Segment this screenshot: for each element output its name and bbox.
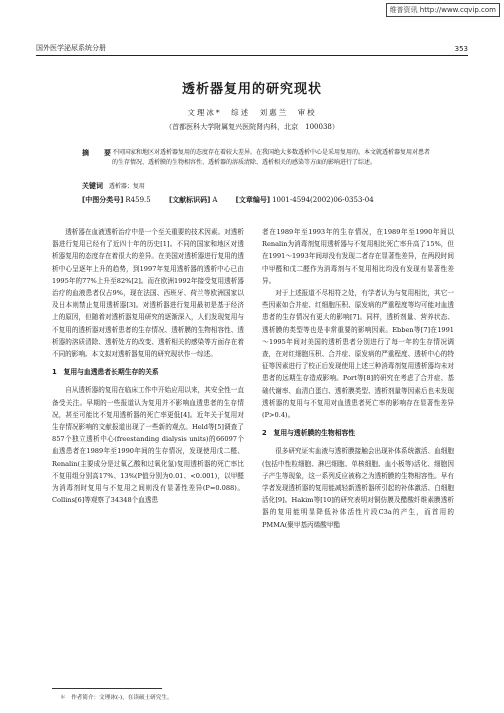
section-2-paragraph: 很多研究证实血液与透析膜接触会出现补体系统激活、血细胞(包括中性粒细胞、淋巴细胞、单核细胞、血小板等)活化、细胞因子产生等现象，这一系列反应被称之为透析膜的生物相容性。早有学者发现透析器的复用能减轻新透析器所引起的补体激活、白细胞活化[9]。Hakim等[10]的研究表明对铜仿膜及醋酸纤维素膜透析器的复用能明显降低补体活性片段C3a的产生，而首用的PMMA(聚甲基丙烯酸甲酯 [262, 447, 454, 529]
right-column [262, 226, 454, 531]
keywords [82, 181, 434, 191]
article-title: 透析器复用的研究现状 [181, 82, 322, 97]
footnote-rule [52, 688, 162, 689]
section-1-paragraph: 自从透析器的复用在临床工作中开始应用以来，其安全性一直备受关注。早期的一些报道认为复用并不影响血透患者的生存情况，甚至可能比不复用透析器的死亡率更低[4]。近年关于复用对生存情况影响的文献报道出现了一些新的观点。Held等[5]调查了857个独立透析中心(freestanding dialysis units)的66097个血透患者在1989年至1990年间的生存情况，发现使用戊二醛、Renalin(主要成分是过氧乙酸和过氧化氢)复用透析器的死亡率比不复用组分别高17%、13%(P值分别为0.01、<0.001)，以甲醛为消毒剂时复用与不复用之间则没有显著性差异(P=0.088)。Collins[6]等观察了34348个血透患 [52, 386, 244, 505]
abstract [82, 148, 434, 168]
running-head [36, 43, 468, 56]
author-footnote: ＊ 作者简介：文理冰(-)，在读硕士研究生。 [60, 695, 173, 701]
section-heading-2: 2 复用与透析膜的生物相容性 [262, 429, 356, 438]
left-column [52, 226, 244, 506]
keywords-label: 关键词 [82, 182, 103, 190]
affiliation: （首都医科大学附属复兴医院肾内科，北京 100038） [165, 123, 339, 131]
section-1-continued: 者在1989年至1993年的生存情况，在1989年至1990年间以Renalin为消毒剂复用透析器与不复用相比死亡率升高了15%，但在1991～1993年间却没有发现二者存在显著性差异，在两段时间中甲醛和戊二醛作为消毒剂与不复用相比均没有发现有显著性差异。 [262, 228, 454, 285]
section-1-paragraph-2: 对于上述报道不尽相符之处，有学者认为与复用相比，其它一些因素如合并症、红细胞压积、原发病的严重程度等均可能对血透患者的生存情况有更大的影响[7]。同样，透析剂量、营养状态、透析膜的类型等也是非常重要的影响因素。Ebben等[7]在1991～1995年间对美国的透析患者分别进行了每一年的生存情况调查，在对红细胞压积、合并症、原发病的严重程度、透析中心的特征等因素进行了校正后发现使用上述三种消毒剂复用透析器均未对患者的远期生存造成影响。Port等[8]的研究在考虑了合并症、基础代谢率、血清白蛋白、透析膜类型、透析剂量等因素后也未发现透析器的复用与不复用对血透患者死亡率的影响存在显著性差异(P>0.4)。 [262, 289, 454, 420]
classification-line [82, 195, 434, 205]
page-number: 353 [454, 45, 468, 53]
keywords-text: 透析器；复用 [108, 183, 145, 190]
abstract-label: 摘 要 [82, 149, 115, 157]
intro-paragraph: 透析器在血液透析治疗中是一个至关重要的技术因素。对透析器进行复用已经有了近四十年的历史[1]。不同的国家和地区对透析器复用的态度存在着很大的差异。在美国对透析器进行复用的透析中心呈逐年上升的趋势，到1997年复用透析器的透析中心已由1995年的77%上升至82%[2]。而在欧洲1992年接受复用透析器治疗的血液患者仅占9%，现在法国、西班牙、荷兰等欧洲国家以及日本则禁止复用透析器[3]。对透析器进行复用最初是基于经济上的原因，但随着对透析器复用研究的逐渐深入，人们发现复用与不复用的透析器对透析患者的生存情况、透析膜的生物相容性、透析器的溶质清除、透析处方的改变、透析相关的感染等方面存在着不同的影响。本文拟对透析器复用的研究现状作一综述。 [52, 228, 244, 359]
document-code: [文献标识码] A [168, 196, 218, 204]
abstract-text: 不同国家和地区对透析器复用的态度存在着较大差异。在我国绝大多数透析中心是采用复用的。本文就透析器复用对患者的生存情况、透析膜的生物相容性、透析器的溶质清除、透析相关的感染等方面的影响进行了综述。 [112, 149, 431, 166]
clc-number: [中图分类号] R459.5 [82, 196, 151, 204]
watermark: 维普资讯 http://www.cqvip.com [386, 3, 500, 17]
article-number: [文章编号] 1001-4594(2002)06-0353-04 [235, 196, 374, 204]
section-heading-1: 1 复用与血透患者长期生存的关系 [52, 368, 159, 377]
journal-name: 国外医学泌尿系统分册 [36, 44, 106, 52]
authors: 文理冰* 综述 刘惠兰 审校 [187, 108, 317, 117]
